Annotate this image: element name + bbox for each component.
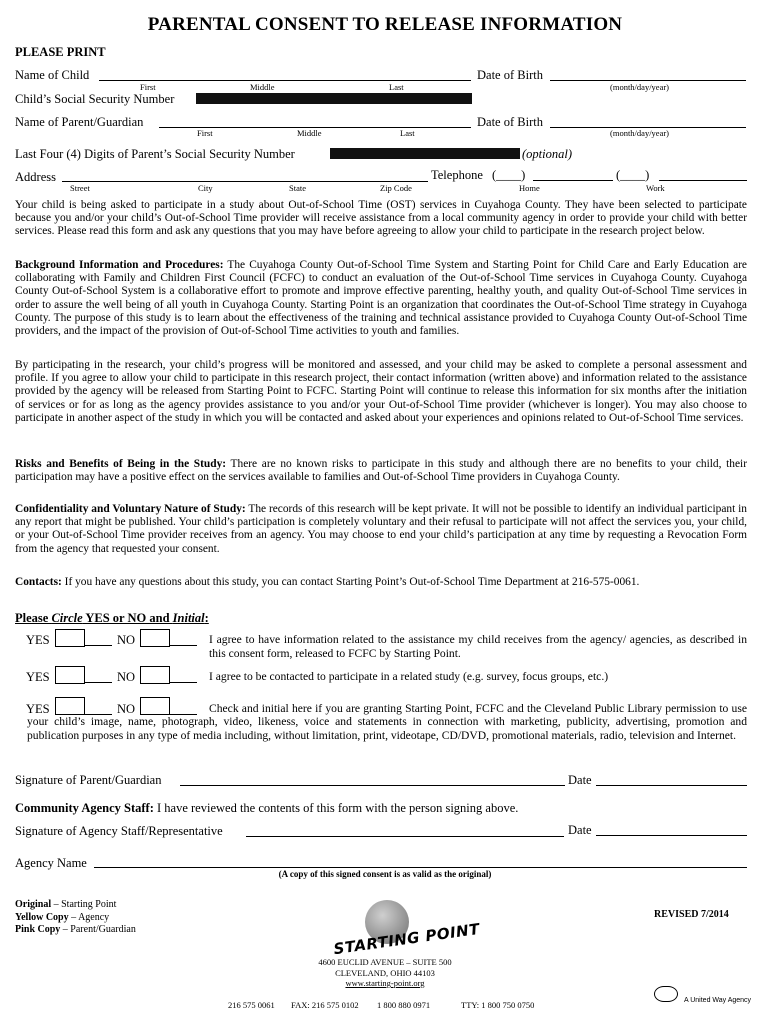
option1-yes-label[interactable]: YES xyxy=(26,633,50,647)
child-dob-label: Date of Birth xyxy=(477,68,543,82)
initial-word: Initial xyxy=(172,611,205,625)
copy-yellow xyxy=(15,912,136,925)
agency-name-label: Agency Name xyxy=(15,856,87,870)
option1-text: I agree to have information related to the assistance my child receives from the agency/ agencies, as described in this consent form, released to FCFC by Starting Point. xyxy=(209,633,747,661)
child-first-hint: First xyxy=(140,82,156,92)
circle-instruction xyxy=(15,611,209,626)
parent-middle-hint: Middle xyxy=(297,128,322,138)
contacts-paragraph xyxy=(15,576,747,589)
child-middle-hint: Middle xyxy=(250,82,275,92)
parent-signature-label: Signature of Parent/Guardian xyxy=(15,773,162,787)
parent-signature-field[interactable] xyxy=(180,785,565,786)
child-name-field[interactable] xyxy=(99,80,471,81)
footer-address-line2: CLEVELAND, OHIO 44103 xyxy=(335,967,435,978)
parent-first-hint: First xyxy=(197,128,213,138)
parent-signature-date-label: Date xyxy=(568,773,592,787)
telephone-work-hint: Work xyxy=(646,183,665,193)
option3-yes-label[interactable]: YES xyxy=(26,702,50,716)
starting-point-logo-text: STARTING POINT xyxy=(332,919,481,959)
option2-yes-label[interactable]: YES xyxy=(26,670,50,684)
confidentiality-heading: Confidentiality and Voluntary Nature of Study: xyxy=(15,503,246,515)
risks-heading: Risks and Benefits of Being in the Study: xyxy=(15,458,227,470)
telephone-work-field[interactable]: (____) xyxy=(616,168,650,182)
option2-no-label[interactable]: NO xyxy=(117,670,136,684)
copy-yellow-who: – Agency xyxy=(68,911,110,923)
copy-pink-who: – Parent/Guardian xyxy=(60,924,136,935)
address-zip-hint: Zip Code xyxy=(380,183,412,193)
child-dob-field[interactable] xyxy=(550,80,746,81)
page-title: PARENTAL CONSENT TO RELEASE INFORMATION xyxy=(147,14,623,35)
copy-original xyxy=(15,899,136,912)
copy-distribution xyxy=(15,899,136,937)
united-way-hand-icon xyxy=(654,986,678,1002)
footer-address xyxy=(0,957,770,989)
child-ssn-label: Child’s Social Security Number xyxy=(15,92,175,106)
copy-original-who: – Starting Point xyxy=(51,899,117,910)
parent-ssn-optional: (optional) xyxy=(522,147,572,161)
parent-dob-hint: (month/day/year) xyxy=(610,128,670,138)
footer-fax: FAX: 216 575 0102 xyxy=(291,1000,359,1010)
option3-no-label[interactable]: NO xyxy=(117,702,136,716)
address-street-hint: Street xyxy=(70,183,90,193)
agency-signature-date-field[interactable] xyxy=(596,835,747,836)
option2-text: I agree to be contacted to participate in a related study (e.g. survey, focus groups, etc.) xyxy=(209,670,609,683)
address-label: Address xyxy=(15,170,56,184)
parent-name-label: Name of Parent/Guardian xyxy=(15,115,144,129)
footer-address-line1: 4600 EUCLID AVENUE – SUITE 500 xyxy=(318,957,452,967)
child-dob-hint: (month/day/year) xyxy=(610,82,670,92)
confidentiality-body: The records of this research will be kept private. It will not be possible to identify an individual participant in any report that might be published. Your child’s participation is completely voluntary and their refusal to participate will not affect the services you, your child, or your Out-of-School Time provider receives from an agency. You may choose to end your child’s participation at any time by requesting a Revocation Form from the agency that requested your consent. xyxy=(15,503,747,555)
please-print-label: PLEASE PRINT xyxy=(15,45,106,59)
option1-no-line[interactable] xyxy=(169,645,197,646)
telephone-label: Telephone xyxy=(431,168,483,182)
footer-tty: TTY: 1 800 750 0750 xyxy=(461,1000,535,1010)
united-way-label: A United Way Agency xyxy=(684,997,752,1004)
option1-no-initial-box[interactable] xyxy=(140,629,170,647)
confidentiality-paragraph xyxy=(15,503,747,556)
footer-tollfree: 1 800 880 0971 xyxy=(377,1000,431,1010)
circle-mid: YES or NO and xyxy=(82,611,173,625)
parent-ssn-label: Last Four (4) Digits of Parent’s Social Security Number xyxy=(15,147,295,161)
agency-signature-date-label: Date xyxy=(568,823,592,837)
parent-dob-label: Date of Birth xyxy=(477,115,543,129)
staff-heading: Community Agency Staff: xyxy=(15,801,154,815)
copy-pink xyxy=(15,924,136,937)
contacts-heading: Contacts: xyxy=(15,576,62,588)
parent-ssn-redaction xyxy=(330,148,520,159)
contacts-body: If you have any questions about this study, you can contact Starting Point’s Out-of-School Time Department at 216-575-0061. xyxy=(61,576,640,588)
option1-yes-line[interactable] xyxy=(84,645,112,646)
agency-signature-label: Signature of Agency Staff/Representative xyxy=(15,824,223,838)
child-name-label: Name of Child xyxy=(15,68,90,82)
agency-name-field[interactable] xyxy=(94,867,747,868)
address-state-hint: State xyxy=(289,183,306,193)
revised-date: REVISED 7/2014 xyxy=(654,909,729,920)
telephone-home-hint: Home xyxy=(519,183,540,193)
background-body: The Cuyahoga County Out-of-School Time System and Starting Point for Child Care and Early Education are collaborating with Family and Children First Council (FCFC) to conduct an evaluation of the Out-of-School Time services in Cuyahoga County. Cuyahoga County Out-of-School System is a collaborative effort to promote and improve effective parenting, healthy youth, and quality Out-of-School Time services in order to assure the well being of all youth in Cuyahoga County. Starting Point is an organization that coordinates the Out-of-School Time strategy in Cuyahoga County. The purpose of this study is to learn about the effectiveness of the training and technical assistance provided to Cuyahoga County Out-of-School Time providers, and the impact of the provision of Out-of-School Time activities to youth and families. xyxy=(15,259,747,338)
option2-no-line[interactable] xyxy=(169,682,197,683)
telephone-home-line[interactable] xyxy=(533,180,613,181)
address-city-hint: City xyxy=(198,183,213,193)
address-field[interactable] xyxy=(62,181,428,182)
background-heading: Background Information and Procedures: xyxy=(15,259,224,271)
option2-yes-initial-box[interactable] xyxy=(55,666,85,684)
option3-text: Check and initial here if you are granting Starting Point, FCFC and the Cleveland Public Library permission to use your child’s image, name, photograph, video, likeness, voice and statements in connection with marketing, publicity, advertising, promotion and publication purposes in any type of media including, without limitation, print, videotape, CD/DVD, promotional materials, radio, television and Internet. xyxy=(27,702,747,742)
copy-note: (A copy of this signed consent is as valid as the original) xyxy=(278,869,492,879)
staff-body: I have reviewed the contents of this form with the person signing above. xyxy=(153,801,519,815)
option2-yes-line[interactable] xyxy=(84,682,112,683)
intro-paragraph: Your child is being asked to participate in a study about Out-of-School Time (OST) services in Cuyahoga County. They have been selected to participate because you and/or your child’s Out-of-School Time provider will receive assistance from a local community agency in order to provide your child with better services. Please read this form and ask any questions that you may have before agreeing to allow your child to participate in the research project below. xyxy=(15,199,747,238)
circle-word: Circle xyxy=(51,611,83,625)
telephone-home-field[interactable]: (____) xyxy=(492,168,526,182)
option1-yes-initial-box[interactable] xyxy=(55,629,85,647)
staff-statement xyxy=(15,801,518,816)
participating-paragraph: By participating in the research, your child’s progress will be monitored and assessed, and your child may be asked to complete a personal assessment and profile. If you agree to allow your child to participate in this research project, their contact information (written above) and information related to the assistance provided by the agency will be released from Starting Point to FCFC. Starting Point will continue to release this information for six months after the initiation of services or for as long as the agency provides assistance to you and/or your Out-of-School Time provider (whichever is longer). You may also choose to participate in another aspect of the study in which you will be contacted and asked about your experiences and opinions related to Out-of-School Time services. xyxy=(15,359,747,424)
risks-paragraph xyxy=(15,458,747,484)
copy-pink-label: Pink Copy xyxy=(15,924,61,935)
parent-signature-date-field[interactable] xyxy=(596,785,747,786)
copy-yellow-label: Yellow Copy xyxy=(15,911,69,923)
copy-original-label: Original xyxy=(15,899,52,910)
option2-no-initial-box[interactable] xyxy=(140,666,170,684)
background-paragraph xyxy=(15,259,747,338)
child-ssn-redaction xyxy=(196,93,472,104)
parent-last-hint: Last xyxy=(400,128,415,138)
footer-website-link[interactable]: www.starting-point.org xyxy=(345,978,425,988)
child-last-hint: Last xyxy=(389,82,404,92)
risks-body: There are no known risks to participate in this study and although there are no benefits to your child, their participation may have a positive effect on the services available to families and Out-of-School Time providers in Cuyahoga County. xyxy=(15,458,747,484)
agency-signature-field[interactable] xyxy=(246,836,564,837)
telephone-work-line[interactable] xyxy=(659,180,747,181)
circle-suffix: : xyxy=(204,611,209,625)
option1-no-label[interactable]: NO xyxy=(117,633,136,647)
footer-phone: 216 575 0061 xyxy=(228,1000,275,1010)
circle-prefix: Please xyxy=(15,611,52,625)
